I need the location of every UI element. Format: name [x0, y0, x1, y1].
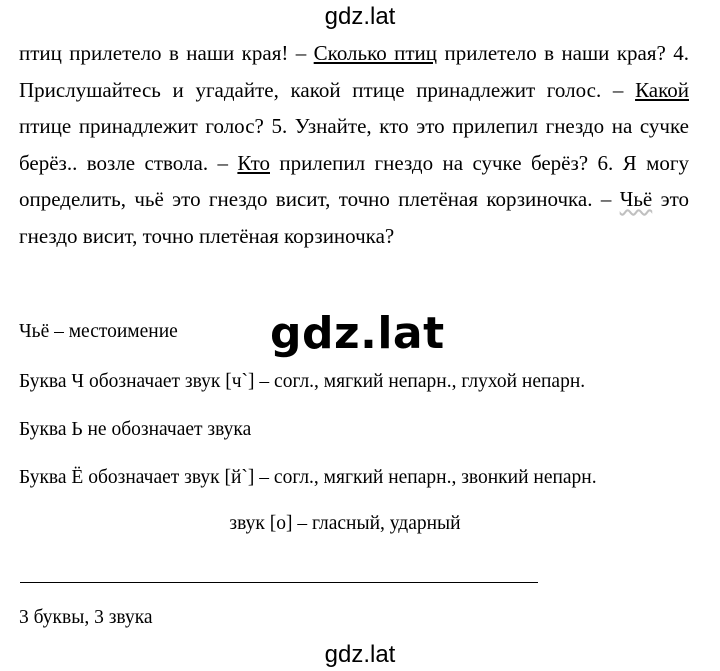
underlined-word: Чьё	[619, 187, 653, 211]
text-segment: прилепил гнездо на сучке берёз? 6. Я могу определить, чьё это гнездо висит, точно плетёная корзиночка. –	[19, 150, 689, 211]
analysis-part-of-speech: Чьё – местоимение	[19, 321, 178, 342]
divider-line	[20, 582, 538, 583]
watermark-bottom: gdz.lat	[324, 641, 396, 668]
underlined-word: Какой	[635, 77, 689, 102]
analysis-summary: 3 буквы, 3 звука	[19, 607, 153, 628]
analysis-sound-o: звук [о] – гласный, ударный	[229, 513, 461, 534]
text-segment: это гнездо висит, точно плетёная корзиночка?	[19, 187, 689, 248]
underlined-word: Сколько птиц	[313, 41, 438, 65]
analysis-letter-yo: Буква Ё обозначает звук [й`] – согл., мягкий непарн., звонкий непарн.	[19, 467, 597, 488]
text-segment: прилетело в наши края? 4. Прислушайтесь и угадайте, какой птице принадлежит голос. –	[19, 41, 689, 102]
text-segment: птице принадлежит голос? 5. Узнайте, кто это прилепил гнездо на сучке берёз.. возле ствола. –	[19, 114, 689, 175]
underlined-word: Кто	[237, 150, 270, 175]
analysis-letter-ch: Буква Ч обозначает звук [ч`] – согл., мягкий непарн., глухой непарн.	[19, 371, 586, 392]
watermark-top: gdz.lat	[324, 3, 396, 30]
exercise-paragraph	[19, 35, 689, 254]
analysis-letter-soft-sign: Буква Ь не обозначает звука	[19, 419, 252, 440]
watermark-center: gdz.lat	[270, 308, 445, 359]
text-segment: птиц прилетело в наши края! –	[19, 41, 314, 65]
